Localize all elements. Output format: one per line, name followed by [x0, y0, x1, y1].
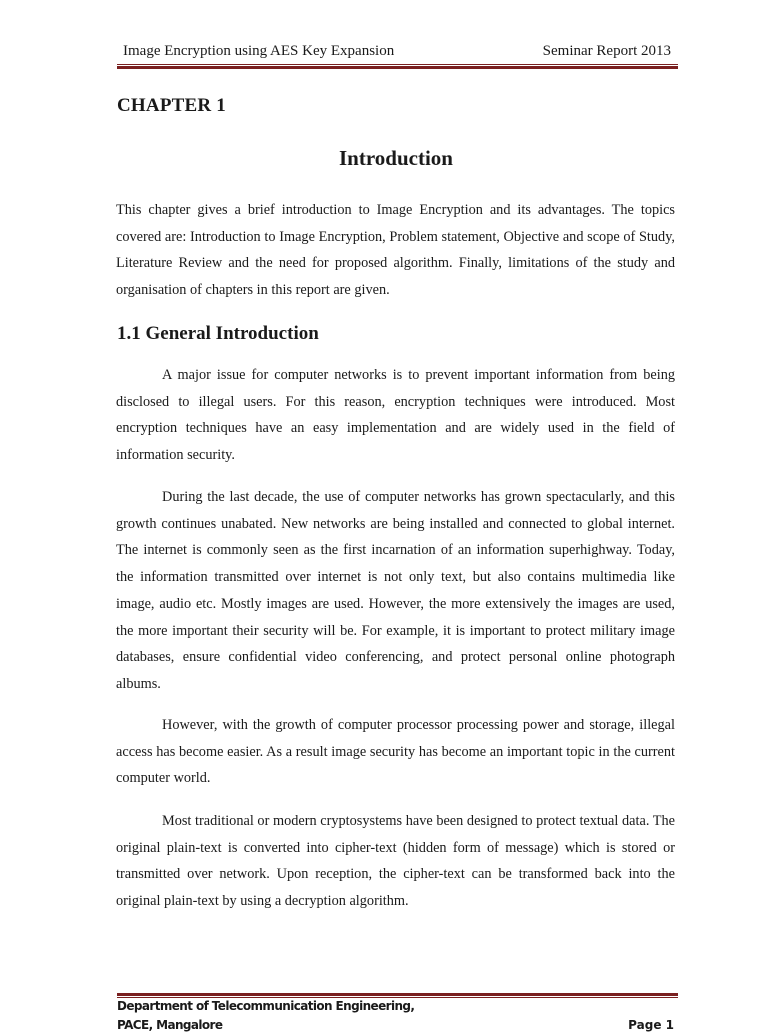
body-paragraph-2: During the last decade, the use of computer networks has grown spectacularly, and this growth continues unabated. New networks are being installed and connected to global internet. The internet is commonly seen as the first incarnation of an information superhighway. Today, the information transmitted over internet is not only text, but also contains multimedia like image, audio etc. Mostly images are used. However, the more extensively the images are used, the more important their security will be. For example, it is important to protect military image databases, ensure confidential video conferencing, and protect personal online photograph albums.	[116, 489, 675, 692]
chapter-label: CHAPTER 1	[117, 95, 226, 116]
header-rule-thin	[117, 64, 678, 65]
chapter-intro-paragraph: This chapter gives a brief introduction to Image Encryption and its advantages. The topics covered are: Introduction to Image Encryption, Problem statement, Objective and scope of Study, Literature Review and the need for proposed algorithm. Finally, limitations of the study and organisation of chapters in this report are given.	[116, 202, 675, 299]
chapter-title: Introduction	[339, 146, 453, 170]
footer-page-number: Page 1	[628, 1018, 674, 1032]
header-rule-thick	[117, 66, 678, 69]
section-heading: 1.1 General Introduction	[117, 323, 319, 344]
header-report-title: Image Encryption using AES Key Expansion	[123, 43, 395, 59]
body-paragraph-3: However, with the growth of computer processor processing power and storage, illegal access has become easier. As a result image security has become an important topic in the current computer world.	[116, 717, 675, 787]
footer-rule-thick	[117, 993, 678, 996]
body-paragraph-4: Most traditional or modern cryptosystems have been designed to protect textual data. The original plain-text is converted into cipher-text (hidden form of message) which is stored or transmitted over network. Upon reception, the cipher-text can be transformed back into the original plain-text by using a decryption algorithm.	[116, 813, 675, 910]
footer-department: Department of Telecommunication Engineering,	[117, 999, 415, 1013]
footer-institution: PACE, Mangalore	[117, 1018, 223, 1032]
running-header	[117, 43, 677, 63]
body-paragraph-1: A major issue for computer networks is to prevent important information from being disclosed to illegal users. For this reason, encryption techniques were introduced. Most encryption techniques have an easy implementation and are widely used in the field of information security.	[116, 367, 675, 464]
header-seminar-year: Seminar Report 2013	[542, 43, 671, 59]
footer-affiliation	[117, 997, 414, 1035]
